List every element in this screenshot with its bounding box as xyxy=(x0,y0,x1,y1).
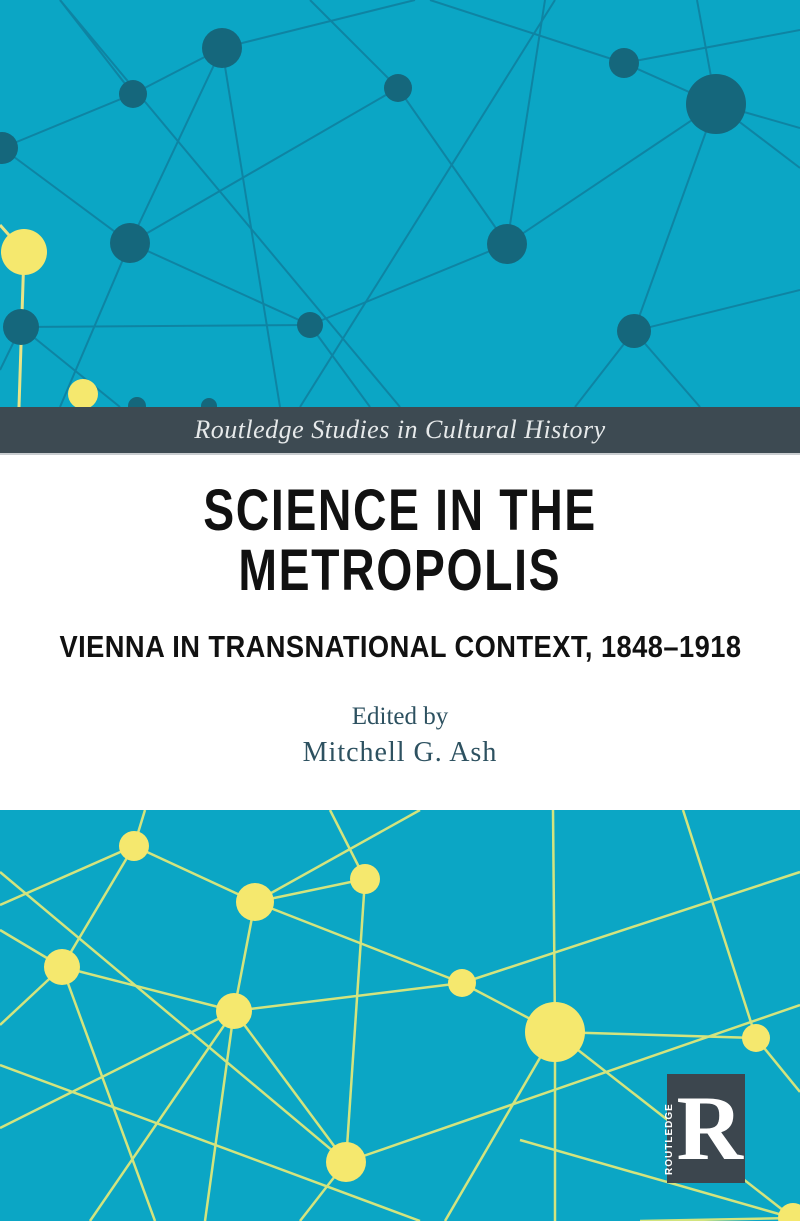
title-block xyxy=(0,457,800,810)
top-network-panel xyxy=(0,0,800,407)
series-title: Routledge Studies in Cultural History xyxy=(194,415,606,444)
routledge-r-icon: R xyxy=(676,1077,743,1179)
book-title xyxy=(0,478,800,603)
editor-name: Mitchell G. Ash xyxy=(302,737,498,768)
series-banner xyxy=(0,407,800,455)
bottom-network-panel xyxy=(0,810,800,1221)
network-decoration-top-icon xyxy=(0,0,800,407)
book-subtitle: VIENNA IN TRANSNATIONAL CONTEXT, 1848–1918 xyxy=(59,629,741,664)
edited-by-label: Edited by xyxy=(351,703,449,730)
book-title-line2: METROPOLIS xyxy=(238,538,562,603)
routledge-logo xyxy=(664,1074,745,1183)
routledge-wordmark: ROUTLEDGE xyxy=(664,1103,675,1175)
book-title-line1: SCIENCE IN THE xyxy=(203,478,597,543)
